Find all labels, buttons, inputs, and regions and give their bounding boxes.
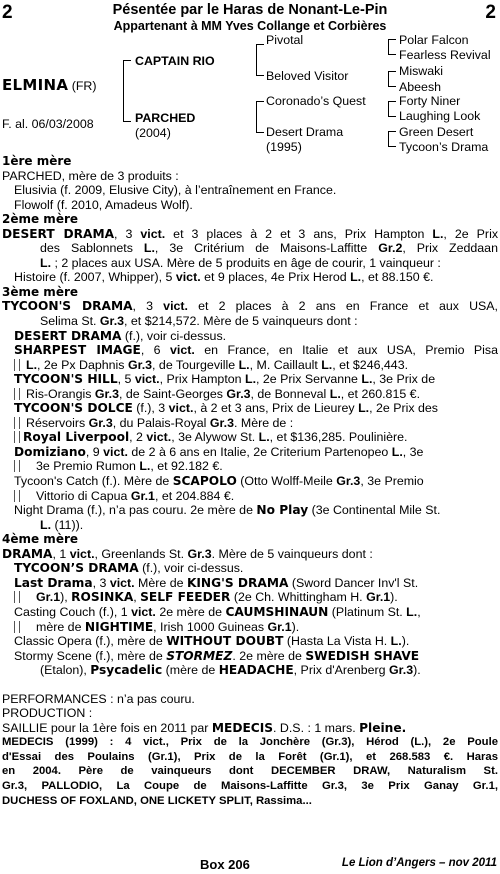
txt: (f.), voir ci-dessus.	[121, 328, 227, 343]
txt: ).	[390, 590, 398, 605]
txt: (f.), 3	[132, 401, 169, 416]
txt: Gr.3	[336, 474, 361, 489]
txt: (Platinum St.	[328, 604, 407, 619]
stallion-info: en 2004. Père de vainqueurs dont DECEMBER DRAW, Naturalism St.	[2, 765, 498, 778]
bracket-sire	[256, 44, 264, 76]
sire-name: CAPTAIN RIO	[135, 54, 215, 68]
txt: Ris-Orangis	[26, 386, 95, 401]
line	[2, 270, 498, 285]
txt: , 5	[117, 372, 135, 387]
ggs-3: Miswaki	[399, 64, 444, 78]
txt: (Hasta La Vista H.	[283, 634, 391, 649]
txt: , du Palais-Royal	[112, 415, 210, 430]
indent-bar	[14, 388, 20, 400]
txt: L.	[432, 226, 444, 241]
txt: L.	[406, 604, 418, 619]
horse: CAUMSHINAUN	[225, 604, 329, 619]
horse-name: ELMINA	[2, 76, 69, 94]
footer	[0, 857, 500, 873]
txt: , 6	[140, 343, 171, 358]
ggs-5: Forty Niner	[399, 94, 461, 108]
txt: Gr.3	[389, 663, 414, 678]
txt: vict.	[146, 430, 172, 445]
txt: , 3e	[402, 444, 424, 459]
horse: STORMEZ	[166, 648, 233, 663]
txt: , et 260.815 €.	[340, 386, 421, 401]
txt: , 2e Prix	[443, 226, 498, 241]
txt: (11)).	[51, 517, 84, 532]
txt: vict.	[134, 372, 160, 387]
line	[2, 372, 498, 387]
ggs-8: Tycoon’s Drama	[399, 140, 489, 154]
txt: , 3	[132, 299, 164, 314]
txt: Gr.3	[127, 357, 153, 372]
txt: de 2 à 6 ans en Italie, 2e Criterium Partenopeo	[127, 444, 392, 459]
lot-number-right: 2	[485, 2, 496, 23]
txt: vict.	[163, 299, 188, 314]
txt: , Prix Zeddaan	[402, 241, 498, 256]
txt: (3e Continental Mile St.	[308, 503, 441, 518]
txt: , 1	[52, 546, 70, 561]
txt: Vittorio di Capua	[36, 488, 131, 503]
bracket-parents	[123, 60, 131, 122]
txt: Gr.1	[36, 590, 61, 605]
line	[2, 416, 498, 431]
txt: (mère de	[162, 663, 219, 678]
txt: , et 88.150 €.	[361, 270, 434, 285]
indent-bar	[14, 431, 20, 443]
txt: L.	[258, 430, 270, 445]
ggs-1: Polar Falcon	[399, 33, 469, 47]
txt: L.	[139, 459, 151, 474]
horse: MEDECIS	[211, 720, 274, 735]
txt: L.	[238, 357, 250, 372]
txt: L.	[40, 517, 52, 532]
line	[2, 620, 498, 635]
bracket-g2	[388, 71, 396, 87]
txt: (Sword Dancer Inv'l St.	[288, 575, 419, 590]
txt: , 2e Prix des	[369, 401, 438, 416]
txt: , 3e Critérium de Maisons-Laffitte	[154, 241, 379, 256]
indent-bar	[14, 490, 20, 502]
line	[2, 503, 498, 518]
txt: , 3	[114, 226, 141, 241]
txt: L.	[321, 357, 333, 372]
txt: L.	[358, 401, 370, 416]
lot-number-left: 2	[2, 2, 13, 23]
txt: Tycoon's Catch (f.). Mère de	[14, 474, 173, 489]
txt: (f.), voir ci-dessus.	[138, 561, 244, 576]
horse: Domiziano	[14, 444, 86, 459]
horse: Psycadelic	[90, 663, 163, 678]
horse: No Play	[256, 503, 309, 518]
dam-year: (2004)	[135, 126, 171, 140]
bracket-g1	[388, 39, 396, 55]
txt: , Irish 1000 Guineas	[153, 619, 268, 634]
txt: , et 204.884 €.	[154, 488, 235, 503]
catalogue-body	[2, 154, 498, 808]
line	[2, 518, 498, 533]
performances: PERFORMANCES : n’a pas couru.	[2, 691, 195, 706]
bracket-dam	[256, 101, 264, 133]
saillie-line	[2, 721, 498, 736]
birth-date: F. al. 06/03/2008	[2, 117, 94, 131]
txt: , et 92.182 €.	[150, 459, 223, 474]
txt: vict.	[175, 270, 201, 285]
section-1ere-mere: 1ère mère	[2, 154, 72, 168]
txt: , 3	[92, 575, 110, 590]
txt: , et $136,285. Poulinière.	[269, 430, 408, 445]
txt: (2e Ch. Whittingham H.	[230, 590, 367, 605]
horse: SCAPOLO	[172, 474, 237, 489]
line	[2, 241, 498, 256]
line	[2, 227, 498, 242]
txt: vict.	[69, 546, 95, 561]
box-number: Box 206	[200, 857, 250, 872]
line: Flowolf (f. 2010, Amadeus Wolf).	[14, 197, 193, 212]
txt: vict.	[131, 604, 156, 619]
bracket-g3	[388, 101, 396, 117]
txt: Gr.3	[88, 415, 113, 430]
txt: Réservoirs	[26, 415, 89, 430]
presenter-title: Pésentée par le Haras de Nonant-Le-Pin	[112, 2, 388, 18]
horse: DESERT DRAMA	[2, 226, 115, 241]
section-4eme-mere: 4ème mère	[2, 532, 79, 547]
txt: L.	[40, 255, 52, 270]
bracket-g4	[388, 131, 396, 147]
txt: Night Drama (f.), n’a pas couru. 2e mère de	[14, 503, 257, 518]
horse: DRAMA	[2, 546, 53, 561]
ggs-7: Green Desert	[399, 125, 474, 139]
txt: , de Tourgeville	[152, 357, 239, 372]
stallion-info: d'Essai des Poulains (Gr.1), Prix de la Forêt (Gr.1), et 268.583 €. Haras	[2, 750, 498, 763]
txt: , 2	[129, 430, 147, 445]
grandsire-4-year: (1995)	[266, 140, 302, 154]
horse: TYCOON'S HILL	[14, 372, 118, 387]
txt: Pleine.	[359, 720, 407, 735]
line: Gr.1), ROSINKA, SELF FEEDER (2e Ch. Whittingham H. Gr.1).	[2, 590, 498, 605]
indent-bar	[14, 460, 20, 472]
txt: Gr.3	[99, 314, 125, 329]
txt: Stormy Scene (f.), mère de	[14, 648, 167, 663]
line	[2, 489, 498, 504]
line: Elusivia (f. 2009, Elusive City), à l’entraînement en France.	[14, 183, 337, 198]
txt: , Prix d'Arenberg	[293, 663, 390, 678]
txt: ).	[401, 634, 410, 649]
line	[2, 314, 498, 329]
grandsire-2: Beloved Visitor	[266, 69, 349, 83]
txt: Mère de	[134, 575, 187, 590]
txt: Gr.3	[187, 546, 212, 561]
line	[2, 387, 498, 402]
horse: HEADACHE	[218, 663, 294, 678]
txt: Gr.1	[267, 619, 292, 634]
line	[2, 576, 498, 591]
line	[2, 634, 498, 649]
spacer	[2, 678, 498, 692]
txt: L.	[329, 386, 341, 401]
horse: SWEDISH SHAVE	[305, 648, 420, 663]
owner-line: Appartenant à MM Yves Collange et Corbières	[113, 19, 387, 33]
line	[2, 474, 498, 489]
txt: . Mère de 5 vainqueurs dont :	[211, 546, 373, 561]
line	[2, 329, 498, 344]
txt: . Mère de :	[233, 415, 294, 430]
txt: SAILLIE pour la 1ère fois en 2011 par	[2, 720, 212, 735]
line	[2, 663, 498, 678]
txt: vict.	[140, 226, 166, 241]
dam-name: PARCHED	[135, 111, 196, 125]
txt: Casting Couch (f.), 1	[14, 604, 132, 619]
txt: mère de	[36, 619, 85, 634]
txt: et 2 places à 2 ans en France et aux USA,	[187, 299, 498, 314]
txt: L.	[350, 270, 362, 285]
txt: vict.	[170, 343, 195, 358]
txt: , 3e Alywow St.	[171, 430, 259, 445]
txt: , de Bonneval	[250, 386, 330, 401]
ggs-6: Laughing Look	[399, 109, 481, 123]
horse: Last Drama	[14, 575, 93, 590]
stallion-info: DUCHESS OF FOXLAND, ONE LICKETY SPLIT, Rassima...	[2, 794, 312, 807]
txt: , 2e Prix Servanne	[256, 372, 362, 387]
indent-bar	[14, 591, 20, 603]
txt: Gr.2	[378, 241, 403, 256]
horse: WITHOUT DOUBT	[166, 634, 284, 649]
ggs-2: Fearless Revival	[399, 48, 491, 62]
grandsire-4: Desert Drama	[266, 125, 344, 139]
stallion-info: MEDECIS (1999) : 4 vict., Prix de la Jonchère (Gr.3), Hérod (L.), 2e Poule	[2, 736, 498, 749]
txt: ),	[60, 590, 72, 605]
txt: Classic Opera (f.), mère de	[14, 634, 167, 649]
grandsire-1: Pivotal	[266, 33, 304, 47]
horse: NIGHTIME	[84, 619, 154, 634]
txt: , M. Caillault	[249, 357, 322, 372]
section-3eme-mere: 3ème mère	[2, 284, 79, 299]
line: Casting Couch (f.), 1 vict. 2e mère de CAUMSHINAUN (Platinum St. L.,	[14, 604, 421, 619]
stallion-info: Gr.3, PALLODIO, La Coupe de Maisons-Laffitte Gr.3, 3e Prix Ganay Gr.1,	[2, 779, 498, 792]
txt: ; 2 places aux USA. Mère de 5 produits en âge de courir, 1 vainqueur :	[51, 255, 441, 270]
indent-bar	[14, 359, 20, 371]
section-2eme-mere: 2ème mère	[2, 212, 79, 227]
line	[2, 430, 498, 445]
txt: , Prix Hampton	[159, 372, 245, 387]
txt: , et $246,443.	[332, 357, 409, 372]
txt: L.	[143, 241, 155, 256]
indent-bar	[14, 621, 20, 633]
horse: ROSINKA	[71, 590, 134, 605]
line	[2, 299, 498, 314]
txt: . D.S. : 1 mars.	[273, 720, 360, 735]
ggs-4: Abeesh	[399, 80, 442, 94]
txt: Selima St.	[40, 314, 100, 329]
txt: 2e mère de	[155, 604, 226, 619]
txt: , et $214,572. Mère de 5 vainqueurs dont :	[124, 314, 358, 329]
txt: Gr.1	[130, 488, 155, 503]
grandsire-3: Coronado’s Quest	[266, 94, 366, 108]
line	[2, 561, 498, 576]
line	[2, 649, 498, 664]
txt: . 2e mère de	[232, 648, 306, 663]
txt: , 2e Px Daphnis	[37, 357, 128, 372]
indent-bar	[14, 417, 20, 429]
txt: Gr.3	[209, 415, 234, 430]
txt: des Sablonnets	[40, 241, 144, 256]
line	[2, 256, 498, 271]
txt: , 3e Premio	[360, 474, 424, 489]
horse: SELF FEEDER	[140, 590, 231, 605]
horse-origin: (FR)	[71, 79, 97, 93]
txt: L.	[361, 372, 373, 387]
txt: (Etalon),	[40, 663, 91, 678]
line	[2, 547, 498, 562]
txt: L.	[245, 372, 257, 387]
line	[2, 459, 498, 474]
txt: , à 2 et 3 ans, Prix de Lieurey	[193, 401, 359, 416]
txt: , Greenlands St.	[94, 546, 188, 561]
txt: vict.	[103, 444, 128, 459]
line	[2, 445, 498, 460]
horse: SHARPEST IMAGE	[14, 343, 141, 358]
horse: TYCOON'S DRAMA	[2, 299, 133, 314]
txt: , 3e Prix de	[372, 372, 436, 387]
txt: L.	[391, 444, 403, 459]
txt: et 9 places, 4e Prix Herod	[200, 270, 351, 285]
horse: TYCOON'S DOLCE	[14, 401, 133, 416]
horse: TYCOON’S DRAMA	[14, 561, 139, 576]
txt: ).	[291, 619, 300, 634]
line	[2, 343, 498, 358]
horse-name-line	[2, 78, 97, 93]
txt: vict.	[168, 401, 194, 416]
production: PRODUCTION :	[2, 706, 93, 721]
horse: KING'S DRAMA	[186, 575, 289, 590]
horse: DESERT DRAMA	[14, 328, 122, 343]
txt: , de Saint-Georges	[118, 386, 227, 401]
txt: Gr.1	[366, 590, 391, 605]
txt: vict.	[109, 575, 135, 590]
txt: L.	[26, 357, 38, 372]
txt: ).	[413, 663, 421, 678]
line	[2, 401, 498, 416]
horse: Royal Liverpool	[23, 430, 130, 445]
txt: 3e Premio Rumon	[36, 459, 140, 474]
sale-place-date: Le Lion d’Angers – nov 2011	[341, 857, 497, 869]
line	[2, 358, 498, 373]
txt: (Otto Wolff-Meile	[236, 474, 337, 489]
txt: Gr.3	[226, 386, 251, 401]
txt: et 3 places à 2 et 3 ans, Prix Hampton	[165, 226, 433, 241]
txt: en France, en Italie et aux USA, Premio Pisa	[194, 343, 498, 358]
txt: , 9	[85, 444, 104, 459]
line: PARCHED, mère de 3 produits :	[2, 168, 179, 183]
txt: Histoire (f. 2007, Whipper), 5	[14, 270, 176, 285]
txt: L.	[390, 634, 402, 649]
txt: Gr.3	[94, 386, 119, 401]
